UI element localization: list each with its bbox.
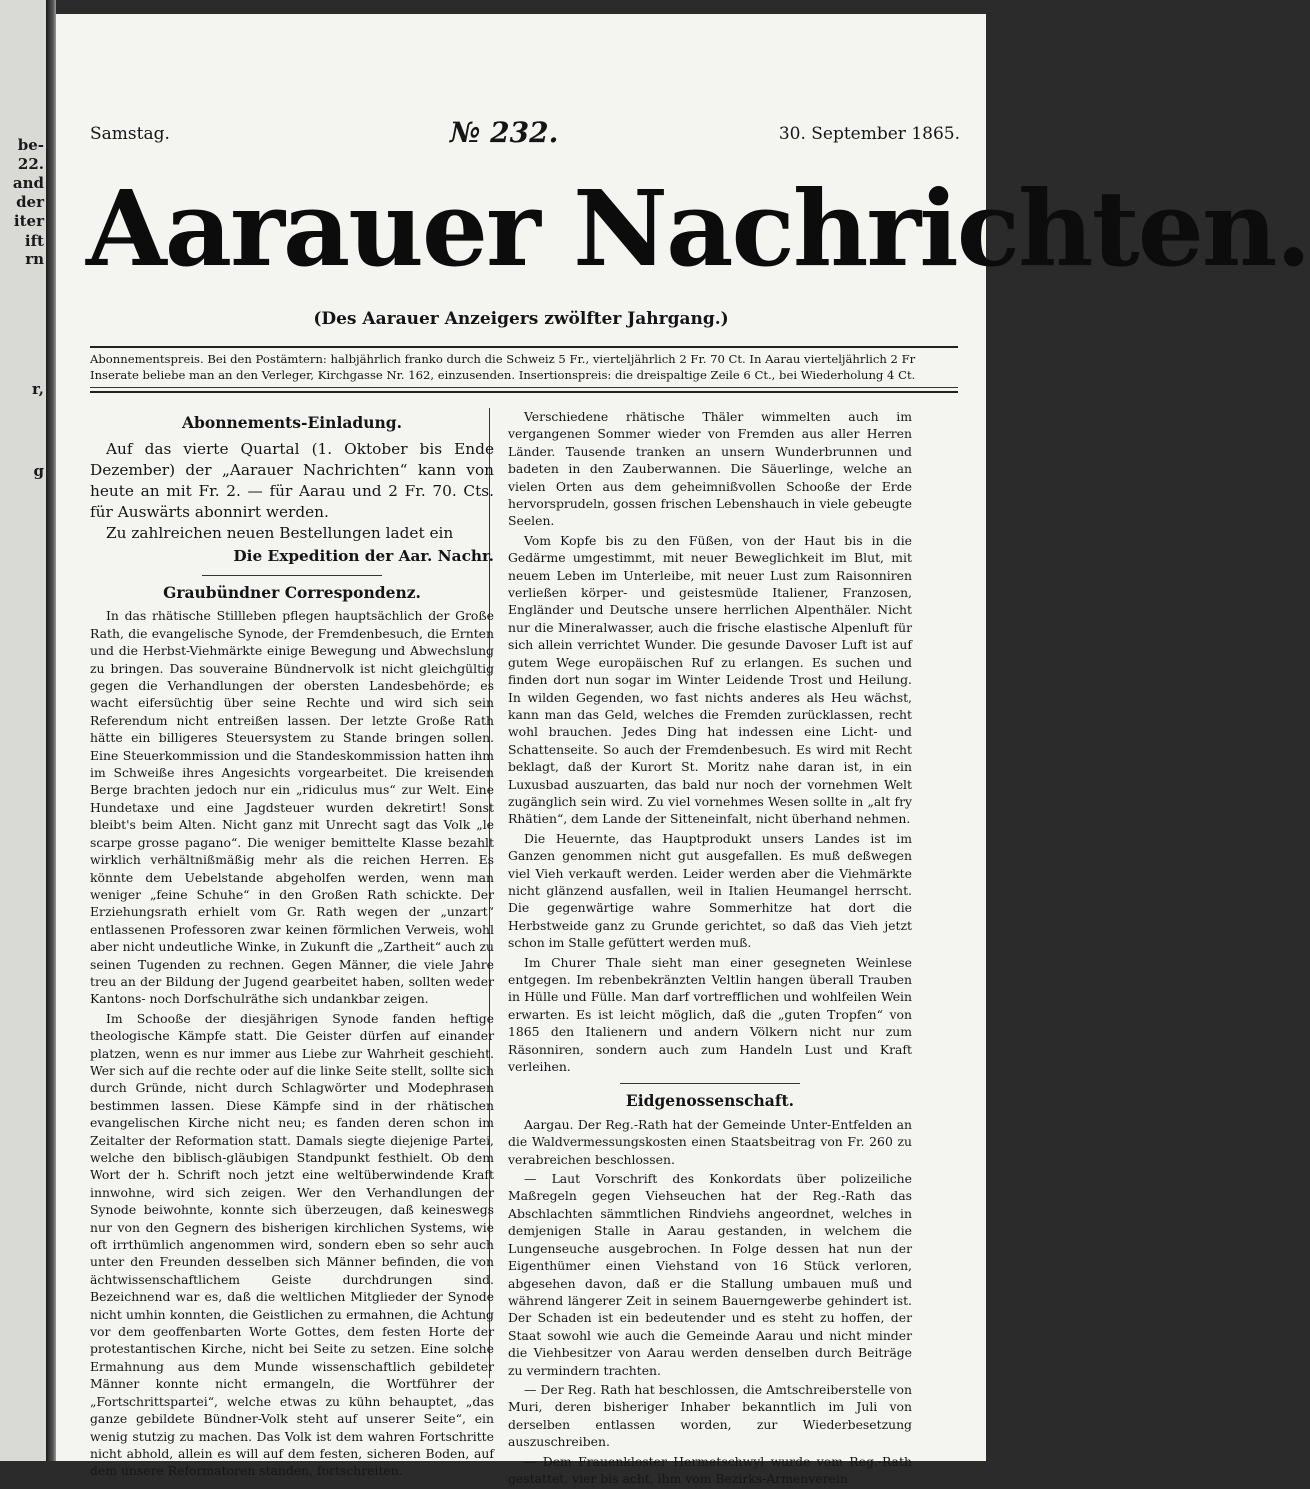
masthead-title: Aarauer Nachrichten. bbox=[86, 167, 1310, 290]
left-column bbox=[90, 408, 494, 1482]
article-paragraph: Vom Kopfe bis zu den Füßen, von der Haut bis in die Gedärme umgestimmt, mit neuer Beweglichkeit im Blut, mit neuem Leben im Unterleibe, mit neuer Lust zum Raisonniren verließen körper- und geistesmüde Italiener, Franzosen, Engländer und Deutsche unsere herrlichen Alpenthäler. Nicht nur die Mineralwasser, auch die frische elastische Alpenluft für sich allein verrichtet Wunder. Die gesunde Davoser Luft ist auf gutem Wege europäischen Ruf zu erlangen. Es suchen und finden dort nun sogar im Winter Leidende Trost und Heilung. In wilden Gegenden, wo fast nichts anderes als Heu wächst, kann man das Geld, welches die Fremden zurücklassen, recht wohl brauchen. Jedes Ding hat indessen eine Licht- und Schattenseite. So auch der Fremdenbesuch. Es wird mit Recht beklagt, daß der Kurort St. Moritz nahe daran ist, in ein Luxusbad auszuarten, das bald nur noch der vornehmen Welt zugänglich sein wird. Zu viel vornehmes Wesen sollte in „alt fry Rhätien“, dem Lande der Sitteneinfalt, nicht überhand nehmen. bbox=[508, 532, 912, 827]
prev-page-fragment: ift bbox=[24, 232, 44, 250]
news-paragraph: Aargau. Der Reg.-Rath hat der Gemeinde Unter-Entfelden an die Waldvermessungskosten einen Staatsbeitrag von Fr. 260 zu verabreichen beschlossen. bbox=[508, 1116, 912, 1167]
article-heading-graubuenden: Graubündner Correspondenz. bbox=[163, 583, 421, 602]
previous-page-edge bbox=[0, 0, 46, 1461]
header-rule-lower bbox=[90, 387, 958, 388]
prev-page-fragment: r, bbox=[31, 380, 44, 398]
prev-page-fragment: der bbox=[16, 193, 44, 211]
article-paragraph: Verschiedene rhätische Thäler wimmelten auch im vergangenen Sommer wieder von Fremden aus aller Herren Länder. Tausende tranken an unsern Wunderbrunnen und badeten in den Zauberwannen. Die Säuerlinge, welche an vielen Orten aus dem geheimnißvollen Schooße der Erde hervorsprudeln, gossen frischen Lebenshauch in viele gebeugte Seelen. bbox=[508, 409, 912, 529]
section-divider bbox=[620, 1083, 800, 1084]
prev-page-fragment: g bbox=[33, 462, 44, 480]
prev-page-fragment: rn bbox=[25, 250, 44, 268]
right-column bbox=[508, 408, 912, 1489]
invitation-body: Auf das vierte Quartal (1. Oktober bis Ende Dezember) der „Aarauer Nachrichten“ kann von heute an mit Fr. 2. — für Aarau und 2 Fr. 70. Cts. für Auswärts abonnirt werden. bbox=[90, 440, 494, 521]
article-paragraph: Die Heuernte, das Hauptprodukt unsers Landes ist im Ganzen genommen nicht gut ausgefallen. Es muß deßwegen viel Vieh verkauft werden. Leider werden aber die Viehmärkte nicht glänzend ausfallen, weil in Italien Heumangel herrscht. Die gegenwärtige wahre Sommerhitze hat dort die Herbstweide ganz zu Grunde gerichtet, so daß das Vieh jetzt schon im Stalle gefüttert werden muß. bbox=[508, 830, 912, 951]
section-divider bbox=[202, 575, 382, 576]
prev-page-fragment: and bbox=[12, 174, 44, 192]
subscription-info: Abonnementspreis. Bei den Postämtern: halbjährlich franko durch die Schweiz 5 Fr., vierteljährlich 2 Fr. 70 Ct. In Aarau vierteljährlich 2 Fr bbox=[90, 352, 916, 366]
article-paragraph: Im Schooße der diesjährigen Synode fanden heftige theologische Kämpfe statt. Die Geister dürfen auf einander platzen, wenn es nur immer aus Liebe zur Wahrheit geschieht. Wer sich auf die rechte oder auf die linke Seite stellt, sollte sich durch Gründe, nicht durch Schlagwörter und Modephrasen bestimmen lassen. Diese Kämpfe sind in der rhätischen evangelischen Kirche nicht neu; es fanden deren schon im Zeitalter der Reformation statt. Damals siegte diejenige Partei, welche den biblisch-gläubigen Standpunkt festhielt. Ob dem Wort der h. Schrift noch jetzt eine weltüberwindende Kraft innwohne, wird sich zeigen. Wer den Verhandlungen der Synode beiwohnte, konnte sich überzeugen, daß keineswegs nur von den Gegnern des bisherigen kirchlichen Systems, wie oft irrthümlich angenommen wird, sondern eben so sehr auch unter den Freunden desselben sich Männer befinden, die von ächtwissenschaftlichem Geiste durchdrungen sind. Bezeichnend war es, daß die weltlichen Mitglieder der Synode nicht umhin konnten, die Geistlichen zu ermahnen, die Achtung vor dem geoffenbarten Worte Gottes, dem festen Horte der protestantischen Kirche, nicht bei Seite zu setzen. Eine solche Ermahnung aus dem Munde wissenschaftlich gebildeter Männer konnte nicht ermangeln, die Wortführer der „Fortschrittspartei“, welche etwas zu kühn behauptet, „das ganze gebildete Bündner-Volk steht auf unserer Seite“, ein wenig stutzig zu machen. Das Volk ist dem wahren Fortschritte nicht abhold, allein es will auf dem festen, sicheren Boden, auf dem unsere Reformatoren standen, fortschreiten. bbox=[90, 1010, 494, 1479]
news-paragraph: — Laut Vorschrift des Konkordats über polizeiliche Maßregeln gegen Viehseuchen hat der Reg.-Rath das Abschlachten sämmtlichen Rindviehs angeordnet, welches in demjenigen Stalle in Aarau gestanden, in welchem die Lungenseuche ausgebrochen. In Folge dessen hat nun der Eigenthümer einen Viehstand von 16 Stück verloren, abgesehen davon, daß er die Stallung umbauen muß und während längerer Zeit in seinem Bauerngewerbe gehindert ist. Der Schaden ist ein bedeutender und es steht zu hoffen, der Staat sowohl wie auch die Gemeinde Aarau und nicht minder die Viehbesitzer von Aarau werden denselben durch Beiträge zu vermindern trachten. bbox=[508, 1171, 912, 1378]
prev-page-fragment: iter bbox=[13, 212, 44, 230]
issue-number: № 232. bbox=[450, 116, 559, 149]
dateline bbox=[90, 116, 960, 152]
prev-page-fragment: 22. bbox=[17, 155, 44, 173]
news-paragraph: — Der Reg. Rath hat beschlossen, die Amtschreiberstelle von Muri, deren bisheriger Inhaber bekanntlich im Juli von derselben entlassen worden, zur Wiederbesetzung auszuschreiben. bbox=[508, 1381, 912, 1450]
invitation-signature: Die Expedition der Aar. Nachr. bbox=[233, 547, 494, 565]
article-paragraph: Im Churer Thale sieht man einer gesegneten Weinlese entgegen. Im rebenbekränzten Veltlin hangen überall Trauben in Hülle und Fülle. Man darf vortrefflichen und wohlfeilen Wein erwarten. Es ist leicht möglich, daß die „guten Tropfen“ von 1865 den Italienern und andern Völkern nicht nur zum Räsonniren, sondern auch zum Handeln Lust und Kraft verleihen. bbox=[508, 954, 912, 1075]
header-rule bbox=[90, 346, 958, 348]
news-paragraph: — Dem Frauenkloster Hermetschwyl wurde vom Reg.-Rath gestattet, vier bis acht, ihm vom Bezirks-Armenverein bbox=[508, 1453, 912, 1486]
article-paragraph: In das rhätische Stillleben pflegen hauptsächlich der Große Rath, die evangelische Synode, der Fremdenbesuch, die Ernten und die Herbst-Viehmärkte einige Bewegung und Abwechslung zu bringen. Das souveraine Bündnervolk ist nicht gleichgültig gegen die Verhandlungen der obersten Landesbehörde; es wacht eifersüchtig über seine Rechte und wird sich sein Referendum nicht entreißen lassen. Der letzte Große Rath hätte ein billigeres Steuersystem zu Stande bringen sollen. Eine Steuerkommission und die Standeskommission hatten ihm im Schweiße ihres Angesichts vorgearbeitet. Die kreisenden Berge brachten jedoch nur ein „ridiculus mus“ zur Welt. Eine Hundetaxe und eine Jagdsteuer wurden dekretirt! Sonst bleibt's beim Alten. Nicht ganz mit Unrecht sagt das Volk „le scarpe grosse pagano“. Die weniger bemittelte Klasse bezahlt wirklich verhältnißmäßig mehr als die reichen Herren. Es könnte dem Uebelstande abgeholfen werden, wenn man weniger „feine Schuhe“ in den Großen Rath schickte. Der Erziehungsrath erhielt vom Gr. Rath wegen der „unzart“ entlassenen Professoren zwar keinen förmlichen Verweis, wohl aber nicht undeutliche Winke, in Zukunft die „Zartheit“ auch zu seinen Tugenden zu rechnen. Gegen Männer, die viele Jahre treu an der Bildung der Jugend gearbeitet haben, sollten weder Kantons- noch Dorfschulräthe sich undankbar zeigen. bbox=[90, 608, 494, 1007]
header-rule-double bbox=[90, 391, 958, 393]
masthead-subtitle: (Des Aarauer Anzeigers zwölfter Jahrgang.) bbox=[313, 309, 729, 329]
issue-day: Samstag. bbox=[90, 124, 170, 144]
advertising-info: Inserate beliebe man an den Verleger, Kirchgasse Nr. 162, einzusenden. Insertionspreis: die dreispaltige Zeile 6 Ct., bei Wiederholung 4 Ct. bbox=[90, 368, 916, 382]
article-heading-eidgenossenschaft: Eidgenossenschaft. bbox=[625, 1091, 795, 1111]
issue-date: 30. September 1865. bbox=[778, 124, 960, 144]
newspaper-page bbox=[56, 14, 1310, 1486]
invitation-call: Zu zahlreichen neuen Bestellungen ladet ein bbox=[106, 524, 454, 542]
subscription-invitation bbox=[90, 412, 494, 567]
prev-page-fragment: be- bbox=[17, 136, 44, 154]
invitation-heading: Abonnements-Einladung. bbox=[182, 413, 402, 432]
book-gutter bbox=[46, 0, 56, 1461]
